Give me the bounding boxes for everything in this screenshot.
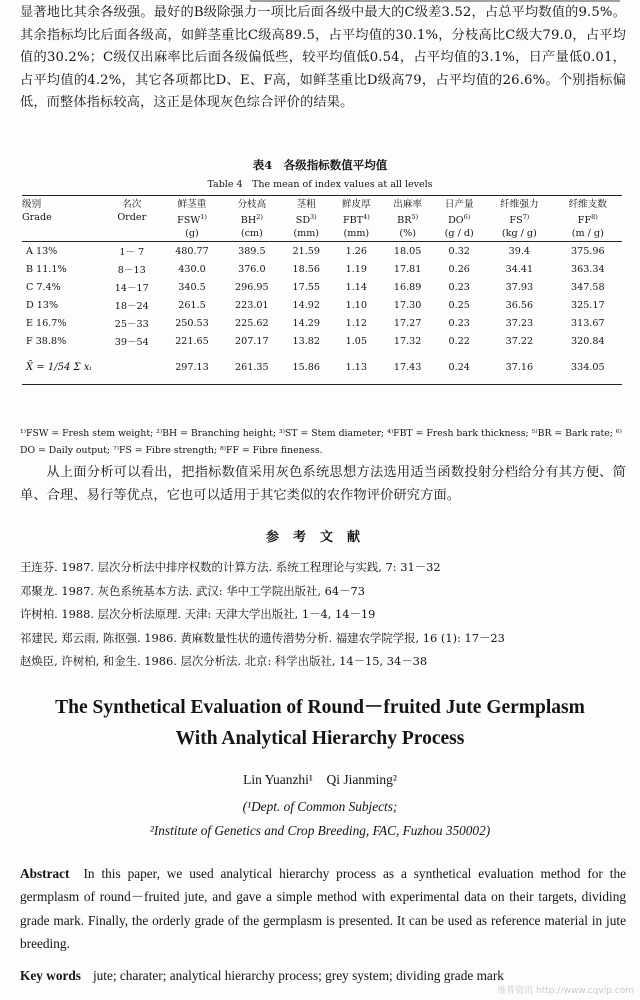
column-header-unit: (%) [399, 228, 416, 240]
mean-value-cell: 334.05 [570, 361, 605, 373]
table-header-row [22, 196, 622, 242]
column-header-en: BH$^{2)}$ [240, 213, 263, 227]
column-header-cn: 级别 [22, 199, 42, 210]
grade-cell: F 38.8% [26, 335, 67, 347]
value-cell: 1.26 [345, 245, 368, 257]
value-cell: 313.67 [570, 317, 605, 329]
grade-cell: E 16.7% [26, 317, 67, 329]
column-header [331, 196, 382, 242]
mean-value-cell: 17.43 [393, 361, 422, 373]
table-row [22, 332, 622, 350]
column-header [162, 196, 222, 242]
mean-index-table [22, 195, 622, 385]
grade-cell: D 13% [26, 299, 59, 311]
table-row [22, 314, 622, 332]
table-caption-en: Table 4 The mean of index values at all levels [207, 179, 433, 190]
mean-value-cell: 297.13 [175, 361, 209, 373]
conclusion-paragraph: 从上面分析可以看出，把指标数值采用灰色系统思想方法选用适当函数投射分档给分有其方便、简单、合理、易行等优点，它也可以适用于其它类似的农作物评价研究方面。 [20, 465, 626, 503]
value-cell: 16.89 [393, 281, 422, 293]
order-cell: 18－24 [114, 301, 149, 313]
value-cell: 0.22 [448, 335, 470, 347]
column-header-en: FS$^{7)}$ [509, 213, 530, 227]
value-cell: 480.77 [175, 245, 209, 257]
column-header [485, 196, 553, 242]
value-cell: 207.17 [235, 335, 269, 347]
column-header-unit: (kg / g) [501, 228, 537, 240]
value-cell: 375.96 [570, 245, 605, 257]
value-cell: 363.34 [570, 263, 605, 275]
reference-item: 祁建民, 郑云雨, 陈抠强. 1986. 黄麻数量性状的遗传潜势分析. 福建农学院学报, 16 (1): 17－23 [20, 630, 505, 645]
column-header-footnote-mark: 2) [256, 213, 263, 221]
column-header-cn: 日产量 [444, 199, 474, 210]
order-cell: 1－ 7 [119, 247, 145, 259]
affiliation-1: (¹Dept. of Common Subjects; [242, 799, 398, 814]
mean-value-cell: 261.35 [235, 361, 269, 373]
column-header-footnote-mark: 1) [200, 213, 207, 221]
reference-list [20, 556, 626, 674]
grade-cell: B 11.1% [26, 263, 67, 275]
column-header [282, 196, 331, 242]
reference-item: 许树柏. 1988. 层次分析法原理. 天津: 天津大学出版社, 1－4, 14－19 [20, 607, 376, 621]
column-header-footnote-mark: 3) [310, 213, 317, 221]
grade-cell: C 7.4% [26, 281, 61, 293]
column-header-cn: 鲜皮厚 [341, 199, 371, 210]
value-cell: 225.62 [235, 317, 269, 329]
value-cell: 17.81 [393, 263, 422, 275]
references-heading: 参考文献 [265, 530, 374, 545]
value-cell: 250.53 [175, 317, 209, 329]
column-header-footnote-mark: 4) [363, 213, 370, 221]
mean-value-cell: 1.13 [345, 361, 368, 373]
value-cell: 0.23 [448, 281, 470, 293]
value-cell: 0.25 [448, 299, 470, 311]
english-title-line-1: The Synthetical Evaluation of Round－fruited Jute Germplasm [55, 697, 585, 718]
intro-paragraph: 显著地比其余各级强。最好的B级除强力一项比后面各级中最大的C级差3.52，占总平均数值的9.5%。其余指标均比后面各级高，如鲜茎重比C级高89.5，占平均值的30.1%，分枝高比C级大79.0，占平均值的30.2%；C级仅出麻率比后面各级偏低些，较平均值低0.54，占平均值的3.1%，日产量低0.01，占平均值的4.2%，其它各项都比D、E、F高，如鲜茎重比D级高79，占平均值的26.6%。个别指标偏低，而整体指标较高，这正是体现灰色综合评价的结果。 [20, 5, 626, 111]
column-header-en: SD$^{3)}$ [295, 213, 317, 227]
value-cell: 430.0 [178, 263, 206, 275]
column-header-en: FSW$^{1)}$ [177, 213, 207, 227]
table-row [22, 278, 622, 296]
value-cell: 13.82 [292, 335, 320, 347]
affiliation-2: ²Institute of Genetics and Crop Breeding, FAC, Fuzhou 350002) [149, 823, 491, 838]
column-header-en: DO$^{6)}$ [448, 213, 471, 227]
value-cell: 37.93 [505, 281, 534, 293]
order-cell: 8－13 [117, 265, 146, 277]
value-cell: 14.29 [292, 317, 320, 329]
value-cell: 39.4 [508, 245, 531, 257]
column-header-footnote-mark: 5) [411, 213, 419, 221]
grade-cell: A 13% [26, 245, 58, 257]
table-body [22, 242, 622, 385]
table-footnote: ¹⁾FSW = Fresh stem weight; ²⁾BH = Branching height; ³⁾ST = Stem diameter; ⁴⁾FBT = Fresh bark thickness; ⁵⁾BR = Bark rate; ⁶⁾DO = Daily output; ⁷⁾FS = Fibre strength; ⁸⁾FF = Fibre fineness. [20, 428, 622, 456]
value-cell: 17.55 [292, 281, 320, 293]
value-cell: 296.95 [235, 281, 269, 293]
column-header-unit: (g) [185, 228, 199, 240]
value-cell: 17.30 [393, 299, 422, 311]
author-names: Lin Yuanzhi¹ Qi Jianming² [243, 772, 397, 787]
abstract [20, 862, 626, 955]
value-cell: 389.5 [238, 245, 266, 257]
mean-value-cell: 15.86 [292, 361, 320, 373]
column-header-cn: 茎粗 [296, 199, 316, 210]
value-cell: 223.01 [235, 299, 269, 311]
abstract-label: Abstract [20, 866, 70, 881]
value-cell: 34.41 [505, 263, 534, 275]
value-cell: 347.58 [570, 281, 605, 293]
table-row [22, 260, 622, 278]
value-cell: 1.19 [345, 263, 368, 275]
column-header-unit: (m / g) [571, 228, 604, 240]
column-header-en: FBT$^{4)}$ [342, 213, 370, 227]
reference-item: 赵焕臣, 许树柏, 和金生. 1986. 层次分析法. 北京: 科学出版社, 14－15, 34－38 [20, 654, 428, 668]
mean-formula: X̄ = 1/54 Σ xᵢ [26, 361, 92, 373]
value-cell: 340.5 [178, 281, 206, 293]
column-header-footnote-mark: 8) [591, 213, 598, 221]
column-header-unit: (mm) [343, 228, 370, 240]
reference-item: 王连芬. 1987. 层次分析法中排序权数的计算方法. 系统工程理论与实践, 7: 31－32 [20, 560, 441, 574]
column-header-en: BR$^{5)}$ [397, 213, 419, 227]
column-header [22, 196, 101, 242]
value-cell: 1.12 [345, 317, 368, 329]
table-row [22, 242, 622, 261]
value-cell: 17.32 [393, 335, 422, 347]
abstract-text: In this paper, we used analytical hierarchy process as a synthetical evaluation method for the germplasm of round－fruited jute, and gave a simple method with experimental data on their targets, dividing grade mark. Finally, the orderly grade of the germplasm is presented. It can be used as reference material in jute breeding. [20, 866, 626, 951]
reference-item: 邓聚龙. 1987. 灰色系统基本方法. 武汉: 华中工学院出版社, 64－73 [20, 583, 365, 598]
value-cell: 261.5 [178, 299, 206, 311]
mean-row [22, 350, 622, 385]
value-cell: 1.14 [345, 281, 368, 293]
value-cell: 37.22 [505, 335, 534, 347]
column-header-en: Grade [22, 212, 52, 223]
value-cell: 21.59 [292, 245, 320, 257]
column-header [433, 196, 485, 242]
column-header-unit: (mm) [293, 228, 320, 240]
column-header-unit: (cm) [240, 228, 263, 240]
column-header [382, 196, 433, 242]
column-header-footnote-mark: 6) [463, 213, 471, 221]
value-cell: 325.17 [570, 299, 605, 311]
value-cell: 14.92 [292, 299, 320, 311]
order-cell: 25－33 [114, 319, 149, 331]
column-header [101, 196, 162, 242]
value-cell: 221.65 [175, 335, 209, 347]
keywords-label: Key words [20, 968, 81, 983]
value-cell: 320.84 [570, 335, 605, 347]
mean-value-cell: 37.16 [505, 361, 534, 373]
value-cell: 18.05 [393, 245, 422, 257]
value-cell: 37.23 [505, 317, 534, 329]
keywords-text: jute; charater; analytical hierarchy process; grey system; dividing grade mark [92, 968, 504, 983]
value-cell: 17.27 [393, 317, 422, 329]
value-cell: 0.26 [448, 263, 470, 275]
english-title [0, 692, 640, 754]
value-cell: 36.56 [505, 299, 534, 311]
column-header-footnote-mark: 7) [522, 213, 530, 221]
column-header-cn: 纤维支数 [568, 199, 607, 210]
column-header-unit: (g / d) [444, 228, 474, 240]
order-cell: 39－54 [114, 337, 149, 349]
value-cell: 376.0 [238, 263, 266, 275]
value-cell: 1.05 [345, 335, 368, 347]
order-cell: 14－17 [114, 283, 149, 295]
value-cell: 18.56 [292, 263, 320, 275]
column-header-cn: 名次 [122, 199, 142, 210]
column-header-en: Order [117, 212, 147, 223]
mean-value-cell: 0.24 [448, 361, 470, 373]
column-header-cn: 鲜茎重 [177, 199, 207, 210]
column-header-cn: 出麻率 [393, 199, 423, 210]
column-header [222, 196, 282, 242]
english-title-line-2: With Analytical Hierarchy Process [175, 728, 465, 749]
column-header-en: FF$^{8)}$ [577, 213, 598, 227]
keywords [20, 968, 640, 984]
table-row [22, 296, 622, 314]
value-cell: 1.10 [345, 299, 368, 311]
column-header [554, 196, 622, 242]
watermark: 维普资讯 http://www.cqvip.com [497, 986, 634, 996]
column-header-cn: 分枝高 [237, 199, 267, 210]
value-cell: 0.23 [448, 317, 470, 329]
value-cell: 0.32 [448, 245, 470, 257]
column-header-cn: 纤维强力 [500, 199, 539, 210]
table-caption-cn: 表4 各级指标数值平均值 [252, 158, 388, 172]
